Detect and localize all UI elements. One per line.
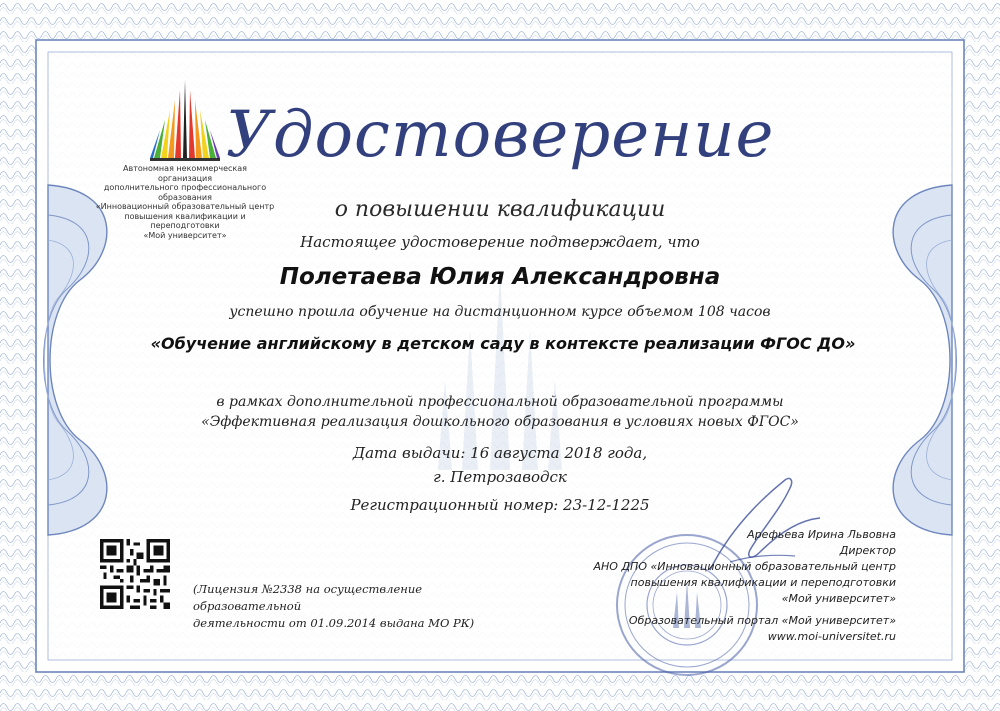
- course-line: успешно прошла обучение на дистанционном курсе объемом 108 часов: [229, 304, 771, 320]
- course-title: «Обучение английскому в детском саду в контексте реализации ФГОС ДО»: [150, 334, 856, 353]
- license-line-2: деятельности от 01.09.2014 выдана МО РК): [193, 616, 475, 630]
- signatory-org-2: повышения квалификации и переподготовки: [630, 576, 896, 589]
- program-title: «Эффективная реализация дошкольного образования в условиях новых ФГОС»: [201, 414, 799, 430]
- registration-number: Регистрационный номер: 23-12-1225: [350, 496, 650, 514]
- signatory-org-3: «Мой университет»: [781, 592, 896, 605]
- org-line-5: «Мой университет»: [143, 230, 227, 240]
- certificate-subtitle: о повышении квалификации: [334, 197, 666, 222]
- confirm-text: Настоящее удостоверение подтверждает, что: [300, 233, 700, 251]
- signatory-position: Директор: [839, 544, 896, 557]
- signatory-org-1: АНО ДПО «Инновационный образовательный центр: [593, 560, 896, 573]
- qr-code-icon: [100, 539, 170, 609]
- license-text: [193, 581, 523, 632]
- issue-date: Дата выдачи: 16 августа 2018 года,: [352, 444, 648, 462]
- certificate-title: Удостоверение: [225, 98, 775, 172]
- program-line: в рамках дополнительной профессиональной образовательной программы: [216, 394, 784, 410]
- issue-city: г. Петрозаводск: [433, 468, 567, 486]
- org-line-2: дополнительного профессионального образования: [103, 183, 267, 202]
- signatory-block: [560, 527, 896, 645]
- website-link[interactable]: www.moi-universitet.ru: [767, 630, 896, 643]
- org-line-1: Автономная некоммерческая организация: [123, 164, 247, 183]
- org-line-4: повышения квалификации и переподготовки: [124, 211, 246, 230]
- portal-name: Образовательный портал «Мой университет»: [628, 614, 896, 627]
- recipient-name: Полетаева Юлия Александровна: [279, 264, 721, 290]
- license-line-1: (Лицензия №2338 на осуществление образовательной: [193, 582, 423, 613]
- org-line-3: «Инновационный образовательный центр: [95, 202, 275, 211]
- signatory-name: Арефьева Ирина Львовна: [747, 528, 896, 541]
